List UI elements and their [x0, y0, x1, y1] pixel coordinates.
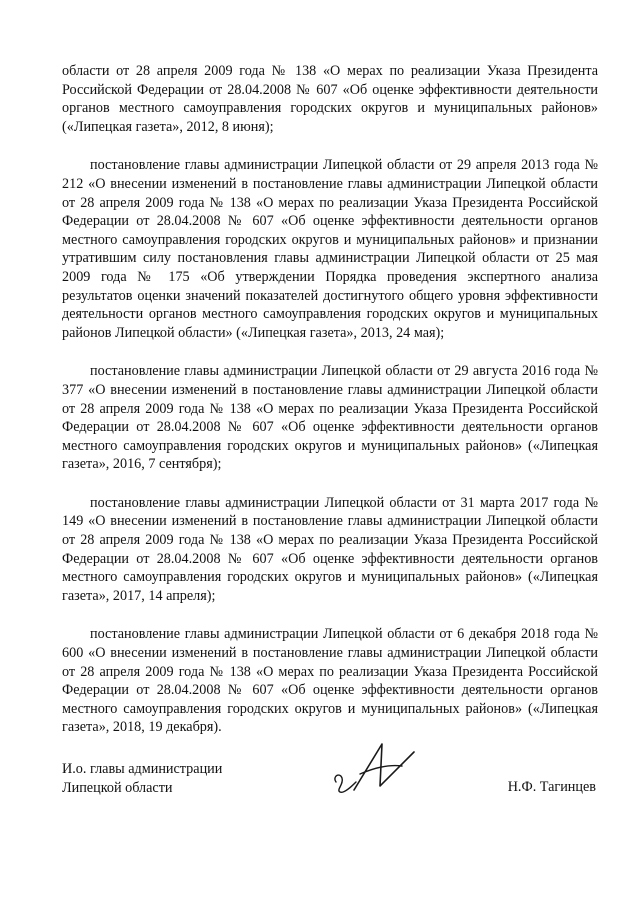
paragraph-resolution-2013: постановление главы администрации Липецкой области от 29 апреля 2013 года № 212 «О внесении изменений в постановление главы администрации Липецкой области от 28 апреля 2009 года № 138 «О мерах по реализации Указа Президента Российской Федерации от 28.04.2008 № 607 «Об оценке эффективности деятельности органов местного самоуправления городских округов и муниципальных районов» и признании утратившим силу постановления главы администрации Липецкой области от 25 мая 2009 года № 175 «Об утверждении Порядка проведения экспертного анализа результатов оценки значений показателей достигнутого общего уровня эффективности деятельности органов местного самоуправления городских округов и муниципальных районов Липецкой области» («Липецкая газета», 2013, 24 мая);: [62, 157, 598, 341]
paragraph-resolution-2018: постановление главы администрации Липецкой области от 6 декабря 2018 года № 600 «О внесении изменений в постановление главы администрации Липецкой области от 28 апреля 2009 года № 138 «О мерах по реализации Указа Президента Российской Федерации от 28.04.2008 № 607 «Об оценке эффективности деятельности органов местного самоуправления городских округов и муниципальных районов» («Липецкая газета», 2018, 19 декабря).: [62, 626, 598, 736]
paragraph-resolution-2017: постановление главы администрации Липецкой области от 31 марта 2017 года № 149 «О внесении изменений в постановление главы администрации Липецкой области от 28 апреля 2009 года № 138 «О мерах по реализации Указа Президента Российской Федерации от 28.04.2008 № 607 «Об оценке эффективности деятельности органов местного самоуправления городских округов и муниципальных районов» («Липецкая газета», 2017, 14 апреля);: [62, 494, 598, 604]
paragraph-continuation: области от 28 апреля 2009 года № 138 «О мерах по реализации Указа Президента Российской Федерации от 28.04.2008 № 607 «Об оценке эффективности деятельности органов местного самоуправления городских округов и муниципальных районов» («Липецкая газета», 2012, 8 июня);: [62, 63, 598, 135]
signature-block: [62, 760, 598, 810]
paragraph-resolution-2016: постановление главы администрации Липецкой области от 29 августа 2016 года № 377 «О внесении изменений в постановление главы администрации Липецкой области от 28 апреля 2009 года № 138 «О мерах по реализации Указа Президента Российской Федерации от 28.04.2008 № 607 «Об оценке эффективности деятельности органов местного самоуправления городских округов и муниципальных районов» («Липецкая газета», 2016, 7 сентября);: [62, 363, 598, 473]
signatory-title-line2: Липецкой области: [62, 779, 173, 796]
signatory-title: [62, 760, 222, 797]
handwritten-signature: [330, 738, 420, 808]
signatory-name: Н.Ф. Тагинцев: [507, 779, 596, 795]
signatory-title-line1: И.о. главы администрации: [62, 761, 223, 777]
document-body: [62, 62, 598, 737]
